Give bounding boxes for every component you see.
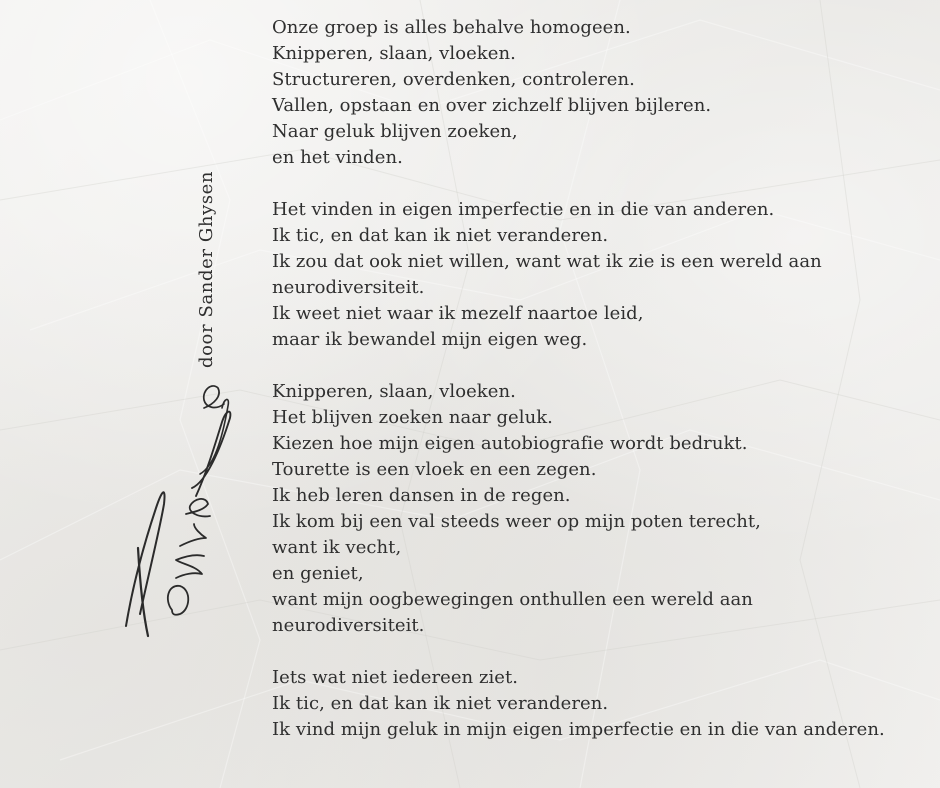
- poem-line: Ik tic, en dat kan ik niet veranderen.: [272, 225, 609, 246]
- poem-line: en het vinden.: [272, 147, 403, 168]
- poem-line: Structureren, overdenken, controleren.: [272, 69, 635, 90]
- poem-line: neurodiversiteit.: [272, 277, 425, 298]
- stanza: [272, 15, 922, 171]
- poem-line: Tourette is een vloek en een zegen.: [272, 459, 597, 480]
- stanza: [272, 197, 922, 353]
- poem-line: Ik tic, en dat kan ik niet veranderen.: [272, 693, 609, 714]
- poem-line: en geniet,: [272, 563, 364, 584]
- poem-line: Ik vind mijn geluk in mijn eigen imperfectie en in die van anderen.: [272, 719, 885, 740]
- poem-line: Het vinden in eigen imperfectie en in die van anderen.: [272, 199, 775, 220]
- poem-line: Kiezen hoe mijn eigen autobiografie wordt bedrukt.: [272, 433, 748, 454]
- poem-line: Onze groep is alles behalve homogeen.: [272, 17, 631, 38]
- poem-line: Naar geluk blijven zoeken,: [272, 121, 518, 142]
- poem-line: Ik weet niet waar ik mezelf naartoe leid,: [272, 303, 644, 324]
- poem-line: maar ik bewandel mijn eigen weg.: [272, 329, 588, 350]
- poem-line: Knipperen, slaan, vloeken.: [272, 43, 516, 64]
- poem-line: Ik heb leren dansen in de regen.: [272, 485, 571, 506]
- poem-line: Vallen, opstaan en over zichzelf blijven bijleren.: [272, 95, 712, 116]
- author-byline: door Sander Ghysen: [196, 170, 217, 368]
- poem-line: Knipperen, slaan, vloeken.: [272, 381, 516, 402]
- poem-line: Het blijven zoeken naar geluk.: [272, 407, 553, 428]
- poem-line: want mijn oogbewegingen onthullen een wereld aan: [272, 589, 753, 610]
- poem-body: [272, 15, 922, 769]
- stanza: [272, 379, 922, 639]
- poem-line: Ik zou dat ook niet willen, want wat ik zie is een wereld aan: [272, 251, 822, 272]
- poem-line: want ik vecht,: [272, 537, 402, 558]
- poem-line: neurodiversiteit.: [272, 615, 425, 636]
- poem-line: Ik kom bij een val steeds weer op mijn poten terecht,: [272, 511, 761, 532]
- poem-line: Iets wat niet iedereen ziet.: [272, 667, 519, 688]
- tourette-script-title: [110, 378, 240, 640]
- stanza: [272, 665, 922, 743]
